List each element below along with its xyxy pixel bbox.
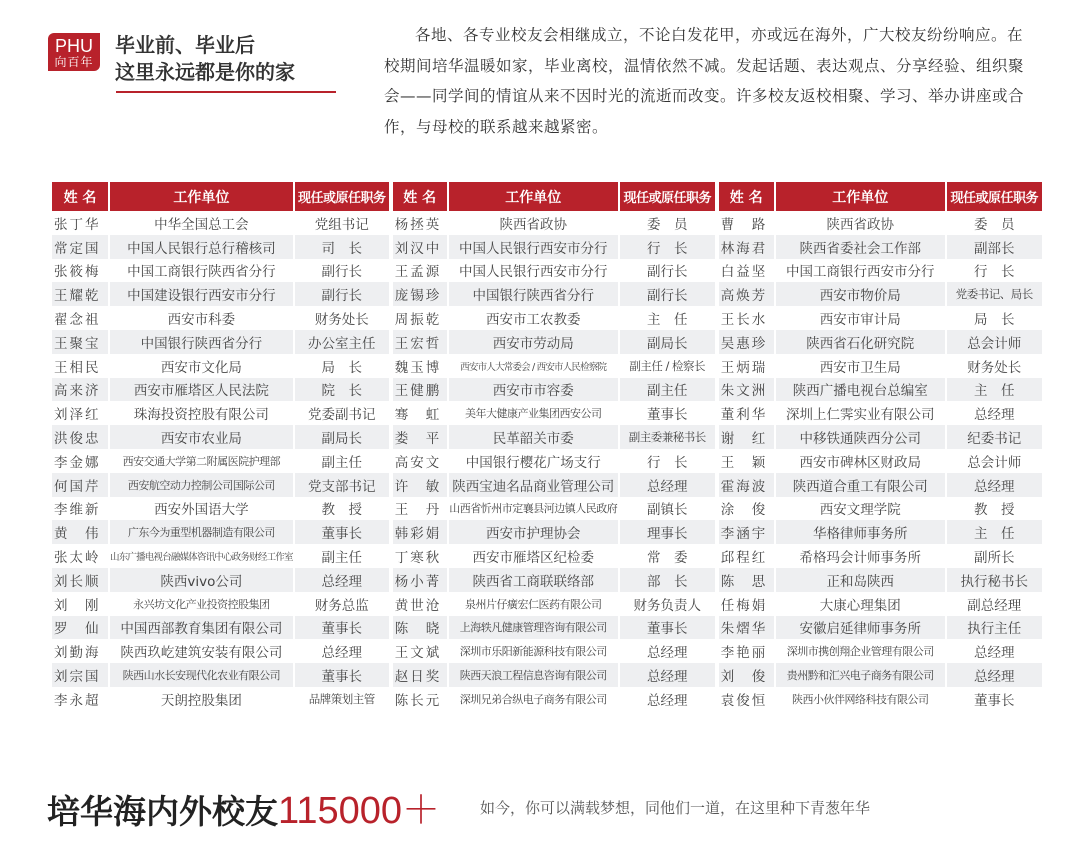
cell-name: 许 敏 bbox=[393, 473, 447, 497]
cell-name: 罗 仙 bbox=[52, 616, 108, 640]
table-row bbox=[393, 259, 715, 283]
cell-name: 朱文洲 bbox=[719, 378, 774, 402]
cell-name: 骞 虹 bbox=[394, 407, 442, 424]
cell-name: 王孟源 bbox=[394, 264, 442, 281]
cell-unit: 中华全国总工会 bbox=[154, 216, 249, 233]
cell-name: 李金娜 bbox=[54, 454, 101, 471]
cell-name: 吴惠珍 bbox=[719, 330, 774, 354]
cell-unit: 珠海投资控股有限公司 bbox=[133, 407, 269, 424]
cell-unit: 陕西道合重工有限公司 bbox=[776, 473, 945, 497]
table-row bbox=[52, 473, 389, 497]
cell-unit: 大康心理集团 bbox=[819, 597, 901, 614]
table-row bbox=[52, 282, 389, 306]
cell-name: 陈 思 bbox=[719, 568, 774, 592]
table-row bbox=[52, 235, 389, 259]
table-row bbox=[52, 616, 389, 640]
cell-name: 陈 晓 bbox=[393, 616, 447, 640]
cell-position: 总会计师 bbox=[967, 454, 1022, 471]
table-row bbox=[393, 544, 715, 568]
cell-unit: 中国银行陕西省分行 bbox=[449, 282, 618, 306]
cell-position: 主 任 bbox=[646, 312, 688, 329]
cell-name: 王长水 bbox=[720, 312, 768, 329]
table-row bbox=[52, 425, 389, 449]
cell-position: 财务处长 bbox=[314, 312, 369, 329]
table-row bbox=[52, 568, 389, 592]
cell-position: 党委书记、局长 bbox=[947, 282, 1042, 306]
cell-name: 谢 红 bbox=[719, 425, 774, 449]
cell-unit: 深圳市携创翔企业管理有限公司 bbox=[786, 645, 934, 659]
cell-unit: 陕西省委社会工作部 bbox=[776, 235, 945, 259]
alumni-count-banner bbox=[47, 779, 440, 834]
table-row bbox=[719, 354, 1042, 378]
table-row bbox=[719, 520, 1042, 544]
cell-position: 教 授 bbox=[973, 502, 1015, 519]
cell-name: 杨拯英 bbox=[394, 216, 442, 233]
headline-line-1: 毕业前、毕业后 bbox=[115, 33, 255, 57]
cell-unit: 正和岛陕西 bbox=[776, 568, 945, 592]
table-row bbox=[393, 592, 715, 616]
cell-position: 董事长 bbox=[295, 520, 389, 544]
cell-position: 局 长 bbox=[973, 312, 1015, 329]
table-row bbox=[719, 497, 1042, 521]
cell-name: 刘长顺 bbox=[52, 568, 108, 592]
cell-name: 庞锡珍 bbox=[393, 282, 447, 306]
cell-unit: 陕西省工商联联络部 bbox=[449, 568, 618, 592]
table-row bbox=[393, 425, 715, 449]
table-row bbox=[52, 520, 389, 544]
cell-unit: 陕西山水长安现代化农业有限公司 bbox=[110, 663, 293, 687]
table-row bbox=[52, 639, 389, 663]
cell-position: 总会计师 bbox=[947, 330, 1042, 354]
table-row bbox=[393, 354, 715, 378]
cell-unit: 陕西小伙伴网络科技有限公司 bbox=[791, 692, 929, 706]
cell-position: 常 委 bbox=[646, 550, 688, 567]
cell-unit: 西安航空动力控制公司国际公司 bbox=[110, 473, 293, 497]
header-name: 姓 名 bbox=[52, 182, 108, 211]
cell-unit: 西安市工农教委 bbox=[485, 312, 581, 329]
table-row bbox=[719, 425, 1042, 449]
cell-position: 委 员 bbox=[646, 216, 688, 233]
cell-name: 丁寒秋 bbox=[394, 550, 442, 567]
cell-position: 总经理 bbox=[321, 645, 362, 662]
cell-position: 副行长 bbox=[620, 282, 715, 306]
cell-name: 高安文 bbox=[394, 454, 442, 471]
cell-name: 董利华 bbox=[720, 407, 768, 424]
cell-position: 品牌策划主管 bbox=[308, 691, 375, 706]
intro-paragraph: 各地、各专业校友会相继成立，不论白发花甲，亦或远在海外，广大校友纷纷响应。在校期间培华温暖如家，毕业离校，温情依然不减。发起话题、表达观点、分享经验、组织聚会——同学间的情谊从来不因时光的流逝而改变。许多校友返校相聚、学习、举办讲座或合作，与母校的联系越来越紧密。 bbox=[384, 26, 1025, 136]
cell-position: 董事长 bbox=[620, 616, 715, 640]
cell-unit: 中国银行樱花广场支行 bbox=[465, 454, 601, 471]
header-position: 现任或原任职务 bbox=[295, 182, 389, 211]
cell-position: 副总经理 bbox=[967, 597, 1022, 614]
table-row bbox=[393, 211, 715, 235]
cell-position: 执行主任 bbox=[947, 616, 1042, 640]
table-row bbox=[393, 306, 715, 330]
table-row bbox=[719, 449, 1042, 473]
cell-position: 行 长 bbox=[973, 264, 1015, 281]
table-row bbox=[719, 663, 1042, 687]
cell-unit: 深圳市乐阳新能源科技有限公司 bbox=[459, 645, 607, 659]
cell-name: 王健鹏 bbox=[393, 378, 447, 402]
cell-position: 纪委书记 bbox=[947, 425, 1042, 449]
table-row bbox=[52, 401, 389, 425]
cell-unit: 天朗控股集团 bbox=[160, 692, 242, 709]
table-row bbox=[719, 401, 1042, 425]
cell-name: 赵日奖 bbox=[393, 663, 447, 687]
logo-subtext: 向百年 bbox=[54, 54, 94, 69]
cell-name: 何国芹 bbox=[52, 473, 108, 497]
alumni-table-2 bbox=[391, 182, 717, 711]
cell-position: 副局长 bbox=[295, 425, 389, 449]
alumni-table-1 bbox=[50, 182, 391, 711]
cell-unit: 西安市物价局 bbox=[776, 282, 945, 306]
table-row bbox=[719, 330, 1042, 354]
cell-unit: 西安文理学院 bbox=[819, 502, 901, 519]
table-row bbox=[393, 473, 715, 497]
table-row bbox=[719, 282, 1042, 306]
cell-name: 王耀乾 bbox=[52, 282, 108, 306]
phu-logo bbox=[48, 33, 100, 71]
headline-line-2: 这里永远都是你的家 bbox=[115, 60, 295, 84]
cell-position: 总经理 bbox=[646, 692, 688, 709]
cell-position: 司 长 bbox=[295, 235, 389, 259]
cell-unit: 中国工商银行西安市分行 bbox=[785, 264, 935, 281]
table-row bbox=[393, 401, 715, 425]
cell-position: 局 长 bbox=[321, 359, 362, 376]
cell-position: 执行秘书长 bbox=[947, 568, 1042, 592]
cell-position: 总经理 bbox=[947, 473, 1042, 497]
cell-name: 王 丹 bbox=[394, 502, 442, 519]
cell-position: 副主任 bbox=[321, 550, 362, 567]
cell-unit: 西安市文化局 bbox=[160, 359, 242, 376]
cell-unit: 西安市科委 bbox=[167, 312, 236, 329]
cell-unit: 希格玛会计师事务所 bbox=[799, 550, 921, 567]
cell-unit: 美年大健康产业集团西安公司 bbox=[464, 407, 602, 421]
cell-position: 部 长 bbox=[620, 568, 715, 592]
header-unit: 工作单位 bbox=[449, 182, 618, 211]
cell-position: 财务处长 bbox=[967, 359, 1022, 376]
cell-name: 娄 平 bbox=[393, 425, 447, 449]
cell-unit: 中国建设银行西安市分行 bbox=[110, 282, 293, 306]
cell-name: 高焕芳 bbox=[719, 282, 774, 306]
cell-name: 王 颖 bbox=[720, 454, 768, 471]
table-row bbox=[719, 544, 1042, 568]
cell-position: 总经理 bbox=[295, 568, 389, 592]
cell-unit: 永兴坊文化产业投资控股集团 bbox=[133, 597, 270, 611]
cell-name: 朱熠华 bbox=[719, 616, 774, 640]
table-row bbox=[393, 616, 715, 640]
cell-unit: 西安外国语大学 bbox=[154, 502, 249, 519]
cell-position: 总经理 bbox=[973, 645, 1015, 662]
cell-position: 副所长 bbox=[973, 550, 1015, 567]
cell-position: 委 员 bbox=[973, 216, 1015, 233]
table-row bbox=[393, 663, 715, 687]
cell-unit: 西安市审计局 bbox=[819, 312, 901, 329]
cell-unit: 中国银行陕西省分行 bbox=[110, 330, 293, 354]
table-row bbox=[393, 497, 715, 521]
cell-name: 黄 伟 bbox=[52, 520, 108, 544]
cell-unit: 中移铁通陕西分公司 bbox=[776, 425, 945, 449]
cell-name: 王炳瑞 bbox=[720, 359, 768, 376]
cell-unit: 深圳兄弟合纵电子商务有限公司 bbox=[459, 692, 607, 706]
table-row bbox=[52, 378, 389, 402]
cell-unit: 西安市雁塔区纪检委 bbox=[472, 550, 594, 567]
cell-unit: 广东今为重型机器制造有限公司 bbox=[110, 520, 293, 544]
cell-position: 总经理 bbox=[620, 663, 715, 687]
alumni-count-number: 115000＋ bbox=[278, 790, 440, 832]
cell-position: 财务总监 bbox=[314, 597, 369, 614]
cell-name: 霍海波 bbox=[719, 473, 774, 497]
cell-position: 副行长 bbox=[295, 282, 389, 306]
cell-position: 副行长 bbox=[646, 264, 688, 281]
cell-name: 陈长元 bbox=[394, 692, 442, 709]
cell-name: 涂 俊 bbox=[720, 502, 768, 519]
cell-unit: 华格律师事务所 bbox=[776, 520, 945, 544]
cell-unit: 西安市卫生局 bbox=[819, 359, 901, 376]
cell-name: 任梅娟 bbox=[720, 597, 768, 614]
cell-position: 副镇长 bbox=[646, 502, 688, 519]
cell-name: 李维新 bbox=[54, 502, 101, 519]
cell-position: 副主任 / 检察长 bbox=[629, 358, 706, 373]
cell-unit: 中国人民银行西安市分行 bbox=[458, 264, 608, 281]
cell-name: 王文斌 bbox=[394, 645, 442, 662]
table-row bbox=[393, 449, 715, 473]
table-row bbox=[52, 354, 389, 378]
cell-position: 副行长 bbox=[321, 264, 362, 281]
cell-position: 主 任 bbox=[947, 378, 1042, 402]
cell-name: 刘泽红 bbox=[54, 407, 101, 424]
cell-position: 副主任 bbox=[321, 454, 362, 471]
cell-position: 院 长 bbox=[295, 378, 389, 402]
table-row bbox=[719, 211, 1042, 235]
cell-unit: 中国人民银行西安市分行 bbox=[449, 235, 618, 259]
alumni-table-3 bbox=[717, 182, 1044, 711]
table-row bbox=[52, 306, 389, 330]
table-row bbox=[52, 663, 389, 687]
table-row bbox=[393, 378, 715, 402]
table-row bbox=[52, 330, 389, 354]
cell-unit: 贵州黔和汇兴电子商务有限公司 bbox=[776, 663, 945, 687]
cell-position: 办公室主任 bbox=[295, 330, 389, 354]
cell-name: 曹 路 bbox=[720, 216, 768, 233]
cell-position: 副主委兼秘书长 bbox=[620, 425, 715, 449]
cell-unit: 陕西宝迪名品商业管理公司 bbox=[449, 473, 618, 497]
table-row bbox=[719, 473, 1042, 497]
cell-name: 翟念祖 bbox=[54, 312, 101, 329]
cell-position: 董事长 bbox=[973, 692, 1015, 709]
cell-name: 李艳丽 bbox=[720, 645, 768, 662]
cell-unit: 中国人民银行总行稽核司 bbox=[110, 235, 293, 259]
cell-name: 刘 俊 bbox=[719, 663, 774, 687]
cell-name: 周振乾 bbox=[394, 312, 442, 329]
cell-unit: 安徽启延律师事务所 bbox=[776, 616, 945, 640]
cell-name: 邱程红 bbox=[720, 550, 768, 567]
cell-name: 洪俊忠 bbox=[52, 425, 108, 449]
cell-unit: 陕西省政协 bbox=[826, 216, 894, 233]
cell-position: 副部长 bbox=[947, 235, 1042, 259]
cell-position: 副局长 bbox=[620, 330, 715, 354]
cell-unit: 陕西vivo公司 bbox=[110, 568, 293, 592]
table-row bbox=[52, 259, 389, 283]
cell-unit: 深圳上仁霁实业有限公司 bbox=[785, 407, 935, 424]
cell-position: 总经理 bbox=[973, 407, 1015, 424]
cell-unit: 西安市护理协会 bbox=[449, 520, 618, 544]
table-row bbox=[52, 687, 389, 711]
header-name: 姓 名 bbox=[393, 182, 447, 211]
table-row bbox=[719, 687, 1042, 711]
cell-unit: 陕西省石化研究院 bbox=[776, 330, 945, 354]
cell-name: 刘汉中 bbox=[393, 235, 447, 259]
cell-name: 常定国 bbox=[52, 235, 108, 259]
header-name: 姓 名 bbox=[719, 182, 774, 211]
table-row bbox=[719, 378, 1042, 402]
cell-unit: 山西省忻州市定襄县河边镇人民政府 bbox=[449, 502, 618, 516]
cell-unit: 陕西广播电视台总编室 bbox=[776, 378, 945, 402]
cell-position: 董事长 bbox=[295, 616, 389, 640]
alumni-count-title: 培华海内外校友 bbox=[47, 792, 278, 831]
alumni-tables bbox=[52, 182, 1044, 711]
cell-name: 高来济 bbox=[52, 378, 108, 402]
table-row bbox=[393, 687, 715, 711]
table-row bbox=[719, 259, 1042, 283]
table-row bbox=[52, 592, 389, 616]
table-row bbox=[393, 520, 715, 544]
cell-unit: 西安市劳动局 bbox=[449, 330, 618, 354]
cell-position: 总经理 bbox=[620, 473, 715, 497]
table-row bbox=[393, 568, 715, 592]
cell-unit: 泉州片仔癀宏仁医药有限公司 bbox=[464, 597, 602, 611]
headline-underline bbox=[116, 91, 336, 93]
table-row bbox=[52, 497, 389, 521]
table-row bbox=[393, 235, 715, 259]
table-row bbox=[393, 639, 715, 663]
cell-name: 张筱梅 bbox=[54, 264, 101, 281]
cell-position: 党支部书记 bbox=[295, 473, 389, 497]
header-position: 现任或原任职务 bbox=[620, 182, 715, 211]
cell-name: 张太岭 bbox=[54, 550, 101, 567]
page-headline bbox=[115, 32, 335, 86]
table-row bbox=[393, 330, 715, 354]
cell-position: 总经理 bbox=[947, 663, 1042, 687]
cell-position: 财务负责人 bbox=[633, 597, 701, 614]
cell-unit: 西安市农业局 bbox=[110, 425, 293, 449]
table-row bbox=[719, 639, 1042, 663]
cell-position: 教 授 bbox=[321, 502, 362, 519]
cell-position: 党组书记 bbox=[314, 216, 369, 233]
cell-unit: 陕西玖屹建筑安装有限公司 bbox=[120, 645, 283, 662]
table-row bbox=[52, 211, 389, 235]
cell-name: 王聚宝 bbox=[52, 330, 108, 354]
cell-unit: 民革韶关市委 bbox=[449, 425, 618, 449]
cell-unit: 西安市雁塔区人民法院 bbox=[110, 378, 293, 402]
cell-unit: 西安市碑林区财政局 bbox=[799, 454, 921, 471]
cell-name: 林海君 bbox=[719, 235, 774, 259]
cell-name: 韩彩娟 bbox=[393, 520, 447, 544]
cell-name: 魏玉博 bbox=[394, 359, 442, 376]
cell-position: 董事长 bbox=[295, 663, 389, 687]
footer-tagline: 如今，你可以满载梦想，同他们一道，在这里种下青葱年华 bbox=[480, 799, 871, 817]
cell-name: 黄世沧 bbox=[394, 597, 442, 614]
cell-name: 王宏哲 bbox=[393, 330, 447, 354]
table-row bbox=[719, 592, 1042, 616]
cell-name: 刘宗国 bbox=[52, 663, 108, 687]
cell-position: 董事长 bbox=[646, 407, 688, 424]
cell-name: 袁俊恒 bbox=[720, 692, 768, 709]
cell-unit: 陕西省政协 bbox=[499, 216, 567, 233]
table-row bbox=[52, 449, 389, 473]
header-unit: 工作单位 bbox=[776, 182, 945, 211]
cell-name: 李涵宇 bbox=[719, 520, 774, 544]
cell-unit: 西安市人大常委会 / 西安市人民检察院 bbox=[460, 361, 607, 373]
cell-name: 王相民 bbox=[54, 359, 101, 376]
cell-name: 白益坚 bbox=[720, 264, 768, 281]
cell-position: 理事长 bbox=[620, 520, 715, 544]
cell-name: 刘 刚 bbox=[54, 597, 101, 614]
table-row bbox=[719, 616, 1042, 640]
cell-name: 张丁华 bbox=[54, 216, 101, 233]
cell-position: 行 长 bbox=[620, 235, 715, 259]
cell-unit: 山东广播电视台融媒体咨讯中心政务财经工作室 bbox=[110, 552, 293, 564]
table-row bbox=[393, 282, 715, 306]
cell-position: 党委副书记 bbox=[307, 407, 376, 424]
logo-text: PHU bbox=[54, 35, 93, 56]
cell-unit: 西安市市容委 bbox=[449, 378, 618, 402]
cell-position: 总经理 bbox=[646, 645, 688, 662]
cell-name: 杨小菁 bbox=[393, 568, 447, 592]
table-row bbox=[719, 568, 1042, 592]
header-position: 现任或原任职务 bbox=[947, 182, 1042, 211]
cell-unit: 西安交通大学第二附属医院护理部 bbox=[122, 454, 281, 468]
table-row bbox=[719, 306, 1042, 330]
table-row bbox=[52, 544, 389, 568]
table-row bbox=[719, 235, 1042, 259]
cell-unit: 中国工商银行陕西省分行 bbox=[127, 264, 276, 281]
header-unit: 工作单位 bbox=[110, 182, 293, 211]
cell-position: 副主任 bbox=[620, 378, 715, 402]
cell-unit: 陕西天浪工程信息咨询有限公司 bbox=[449, 663, 618, 687]
cell-unit: 中国西部教育集团有限公司 bbox=[110, 616, 293, 640]
cell-name: 李永超 bbox=[54, 692, 101, 709]
cell-position: 行 长 bbox=[646, 454, 688, 471]
cell-name: 刘勤海 bbox=[54, 645, 101, 662]
cell-position: 主 任 bbox=[947, 520, 1042, 544]
cell-unit: 上海轶凡健康管理咨询有限公司 bbox=[449, 616, 618, 640]
